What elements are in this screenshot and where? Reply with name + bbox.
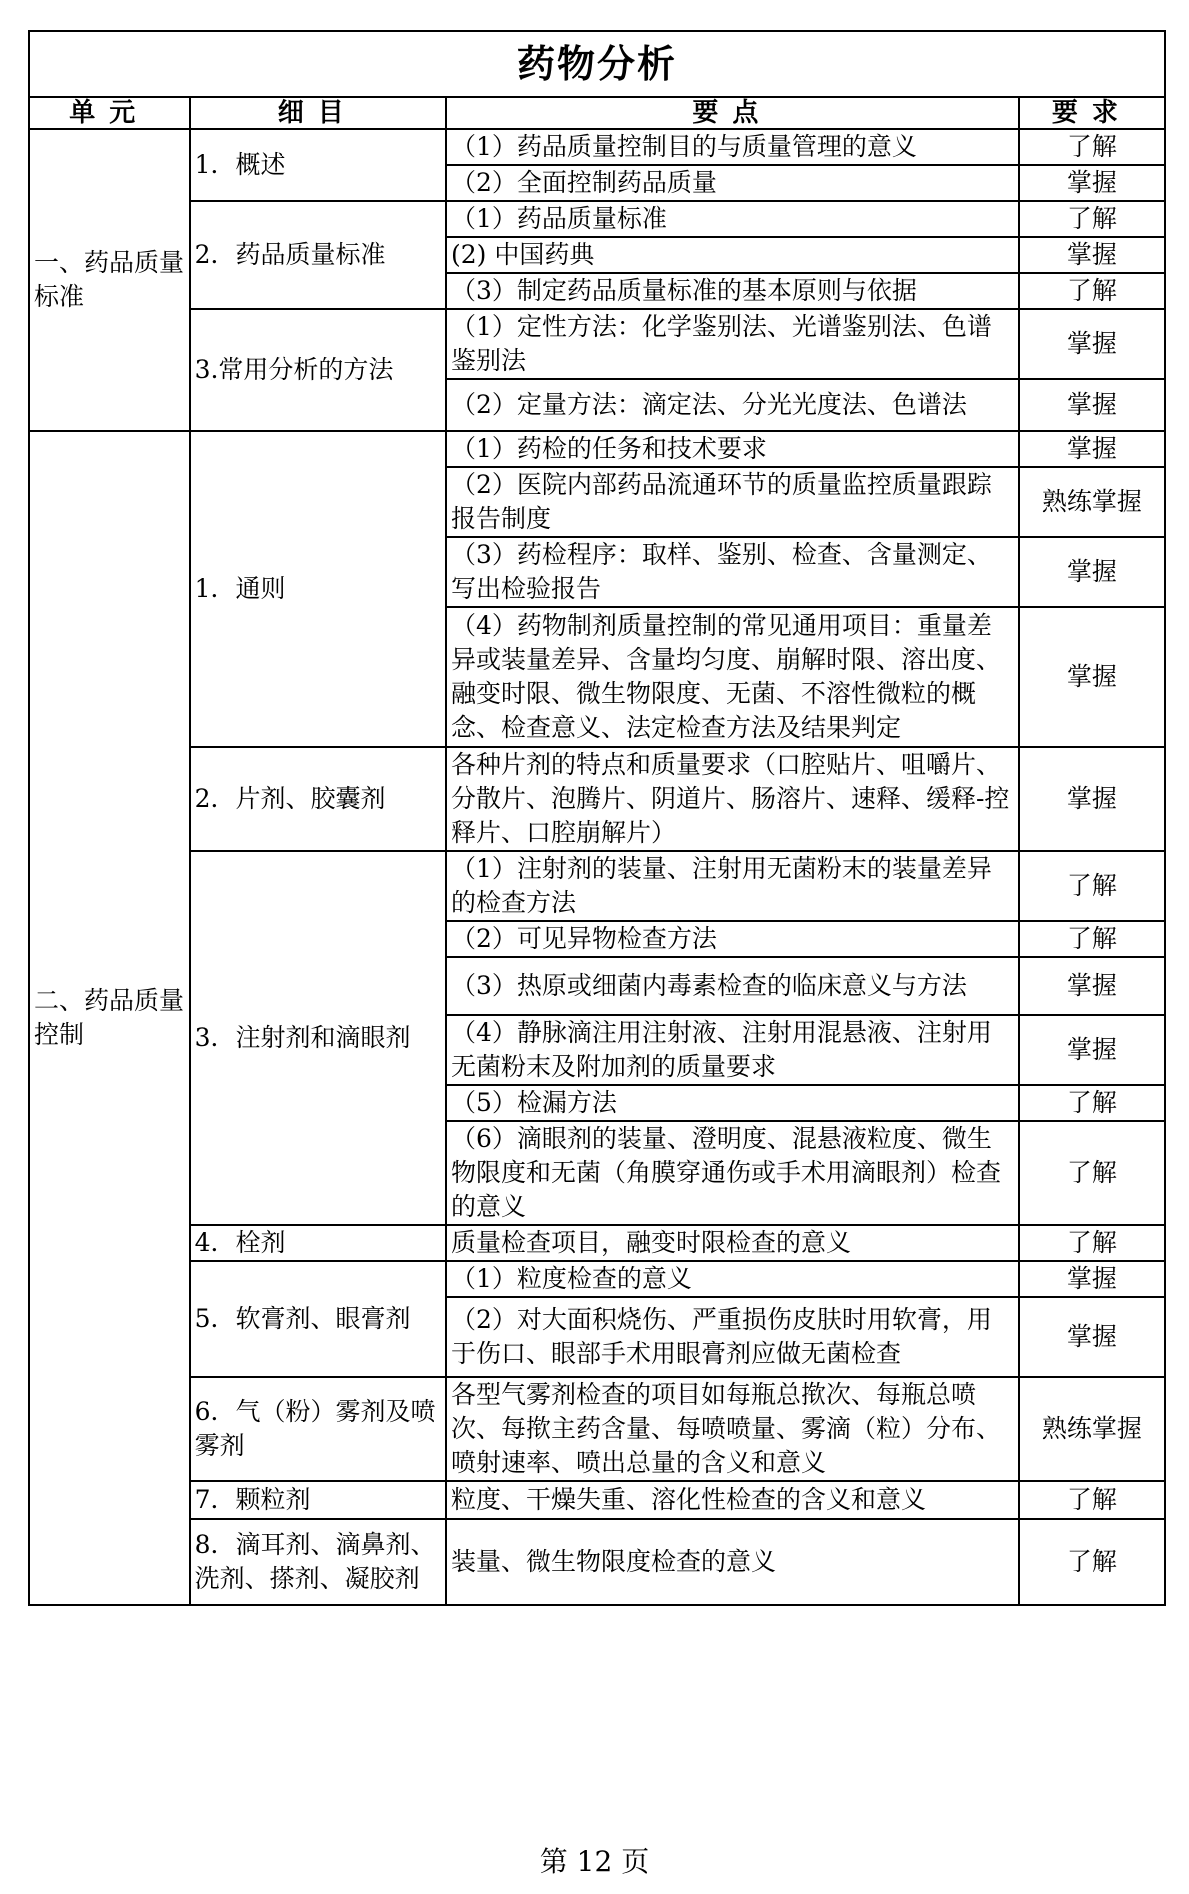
point-cell: （2）全面控制药品质量 [446, 165, 1019, 201]
requirement-cell: 了解 [1019, 1225, 1165, 1261]
point-cell: （6）滴眼剂的装量、澄明度、混悬液粒度、微生物限度和无菌（角膜穿通伤或手术用滴眼剂）检查的意义 [446, 1121, 1019, 1225]
item-cell: 3．注射剂和滴眼剂 [190, 851, 446, 1225]
requirement-cell: 了解 [1019, 1121, 1165, 1225]
table-row [29, 431, 1165, 467]
requirement-cell: 熟练掌握 [1019, 1377, 1165, 1481]
item-cell: 8．滴耳剂、滴鼻剂、洗剂、搽剂、凝胶剂 [190, 1519, 446, 1605]
header-row [29, 97, 1165, 129]
requirement-cell: 掌握 [1019, 309, 1165, 379]
header-item: 细目 [190, 97, 446, 129]
requirement-cell: 了解 [1019, 201, 1165, 237]
requirement-cell: 了解 [1019, 921, 1165, 957]
point-cell: （3）热原或细菌内毒素检查的临床意义与方法 [446, 957, 1019, 1015]
point-cell: 装量、微生物限度检查的意义 [446, 1519, 1019, 1605]
point-cell: （1）注射剂的装量、注射用无菌粉末的装量差异的检查方法 [446, 851, 1019, 921]
header-requirement: 要求 [1019, 97, 1165, 129]
unit-cell: 二、药品质量控制 [29, 431, 190, 1605]
syllabus-sheet [28, 30, 1166, 1606]
item-cell: 1．概述 [190, 129, 446, 201]
item-cell: 7．颗粒剂 [190, 1481, 446, 1519]
item-cell: 2．药品质量标准 [190, 201, 446, 309]
point-cell: （1）粒度检查的意义 [446, 1261, 1019, 1297]
point-cell: （2）对大面积烧伤、严重损伤皮肤时用软膏，用于伤口、眼部手术用眼膏剂应做无菌检查 [446, 1297, 1019, 1377]
point-cell: （5）检漏方法 [446, 1085, 1019, 1121]
item-cell: 3.常用分析的方法 [190, 309, 446, 431]
point-cell: （4）静脉滴注用注射液、注射用混悬液、注射用无菌粉末及附加剂的质量要求 [446, 1015, 1019, 1085]
point-cell: 各型气雾剂检查的项目如每瓶总揿次、每瓶总喷次、每揿主药含量、每喷喷量、雾滴（粒）分布、喷射速率、喷出总量的含义和意义 [446, 1377, 1019, 1481]
page-title: 药物分析 [29, 31, 1165, 97]
table-row [29, 1519, 1165, 1605]
point-cell: （2）医院内部药品流通环节的质量监控质量跟踪报告制度 [446, 467, 1019, 537]
table-row [29, 309, 1165, 379]
point-cell: （1）药品质量标准 [446, 201, 1019, 237]
requirement-cell: 掌握 [1019, 165, 1165, 201]
point-cell: （3）药检程序：取样、鉴别、检查、含量测定、写出检验报告 [446, 537, 1019, 607]
point-cell: 各种片剂的特点和质量要求（口腔贴片、咀嚼片、分散片、泡腾片、阴道片、肠溶片、速释、缓释-控释片、口腔崩解片） [446, 747, 1019, 851]
requirement-cell: 掌握 [1019, 431, 1165, 467]
point-cell: （1）药检的任务和技术要求 [446, 431, 1019, 467]
requirement-cell: 了解 [1019, 1085, 1165, 1121]
table-row [29, 201, 1165, 237]
requirement-cell: 掌握 [1019, 957, 1165, 1015]
requirement-cell: 掌握 [1019, 607, 1165, 747]
requirement-cell: 掌握 [1019, 537, 1165, 607]
requirement-cell: 了解 [1019, 1481, 1165, 1519]
requirement-cell: 了解 [1019, 851, 1165, 921]
point-cell: （2）可见异物检查方法 [446, 921, 1019, 957]
item-cell: 5．软膏剂、眼膏剂 [190, 1261, 446, 1377]
point-cell: （2）定量方法：滴定法、分光光度法、色谱法 [446, 379, 1019, 431]
header-unit: 单元 [29, 97, 190, 129]
title-row [29, 31, 1165, 97]
table-row [29, 1481, 1165, 1519]
item-cell: 4．栓剂 [190, 1225, 446, 1261]
table-row [29, 747, 1165, 851]
table-row [29, 129, 1165, 165]
point-cell: （1）药品质量控制目的与质量管理的意义 [446, 129, 1019, 165]
point-cell: （4）药物制剂质量控制的常见通用项目：重量差异或装量差异、含量均匀度、崩解时限、溶出度、融变时限、微生物限度、无菌、不溶性微粒的概念、检查意义、法定检查方法及结果判定 [446, 607, 1019, 747]
syllabus-table [28, 30, 1166, 1606]
header-point: 要点 [446, 97, 1019, 129]
table-row [29, 1261, 1165, 1297]
requirement-cell: 掌握 [1019, 379, 1165, 431]
requirement-cell: 了解 [1019, 129, 1165, 165]
point-cell: （1）定性方法：化学鉴别法、光谱鉴别法、色谱鉴别法 [446, 309, 1019, 379]
table-row [29, 1377, 1165, 1481]
requirement-cell: 掌握 [1019, 1297, 1165, 1377]
table-row [29, 851, 1165, 921]
requirement-cell: 了解 [1019, 273, 1165, 309]
requirement-cell: 掌握 [1019, 237, 1165, 273]
point-cell: （3）制定药品质量标准的基本原则与依据 [446, 273, 1019, 309]
page-number: 第 12 页 [539, 1845, 650, 1878]
table-row [29, 1225, 1165, 1261]
point-cell: 粒度、干燥失重、溶化性检查的含义和意义 [446, 1481, 1019, 1519]
item-cell: 1．通则 [190, 431, 446, 747]
point-cell: (2) 中国药典 [446, 237, 1019, 273]
requirement-cell: 熟练掌握 [1019, 467, 1165, 537]
item-cell: 2．片剂、胶囊剂 [190, 747, 446, 851]
requirement-cell: 掌握 [1019, 1015, 1165, 1085]
requirement-cell: 掌握 [1019, 1261, 1165, 1297]
unit-cell: 一、药品质量标准 [29, 129, 190, 431]
requirement-cell: 掌握 [1019, 747, 1165, 851]
item-cell: 6．气（粉）雾剂及喷雾剂 [190, 1377, 446, 1481]
point-cell: 质量检查项目，融变时限检查的意义 [446, 1225, 1019, 1261]
requirement-cell: 了解 [1019, 1519, 1165, 1605]
